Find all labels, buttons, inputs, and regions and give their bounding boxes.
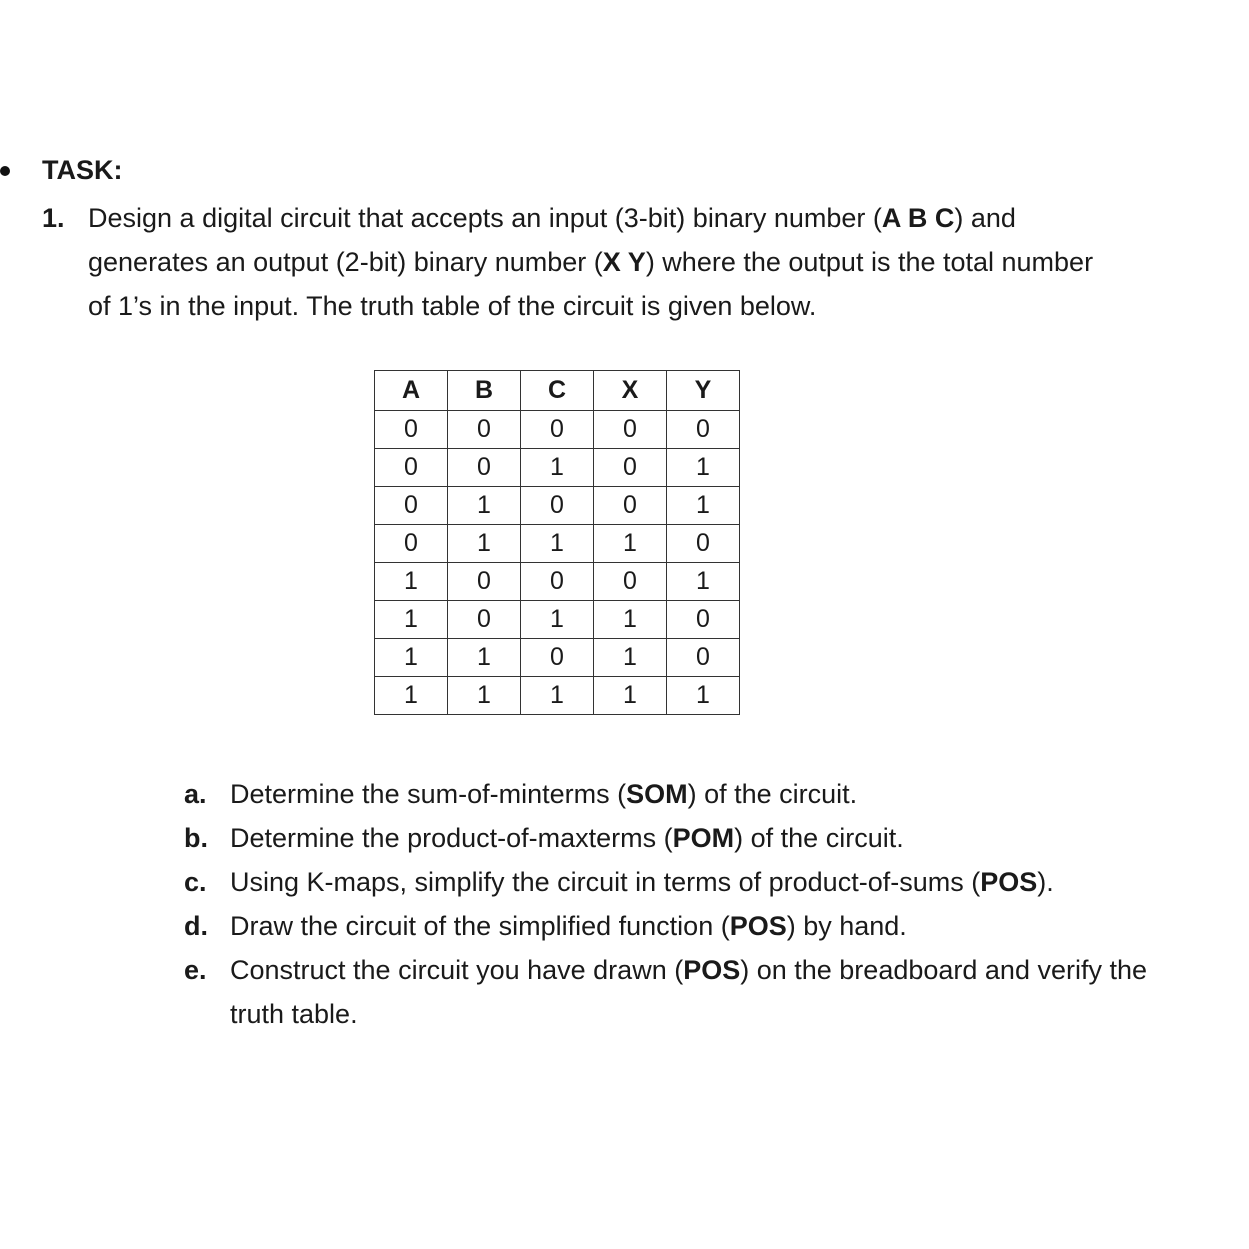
subquestion-a bbox=[184, 772, 1184, 816]
cell-b: 1 bbox=[448, 677, 521, 715]
subquestion-letter: e. bbox=[184, 955, 207, 985]
cell-y: 1 bbox=[667, 677, 740, 715]
header-c: C bbox=[521, 371, 594, 411]
question-text-segment: ) where the output is the total number of 1’s in the input. The truth table of the circuit is given below. bbox=[88, 247, 1094, 321]
subquestion-keyword: POS bbox=[980, 867, 1038, 897]
subquestion-keyword: POS bbox=[729, 911, 787, 941]
cell-b: 0 bbox=[448, 411, 521, 449]
subquestion-text: Draw the circuit of the simplified function ( bbox=[230, 911, 730, 941]
list-bullet bbox=[0, 166, 10, 176]
cell-y: 0 bbox=[667, 525, 740, 563]
question-text-segment: Design a digital circuit that accepts an input (3-bit) binary number ( bbox=[88, 203, 882, 233]
table-row bbox=[375, 677, 740, 715]
cell-b: 0 bbox=[448, 563, 521, 601]
cell-y: 0 bbox=[667, 639, 740, 677]
subquestion-e bbox=[184, 948, 1184, 1036]
cell-x: 1 bbox=[594, 639, 667, 677]
cell-b: 1 bbox=[448, 639, 521, 677]
subquestion-b bbox=[184, 816, 1184, 860]
task-heading: TASK: bbox=[42, 155, 123, 185]
subquestion-text: Using K-maps, simplify the circuit in terms of product-of-sums ( bbox=[230, 867, 981, 897]
header-a: A bbox=[375, 371, 448, 411]
cell-c: 1 bbox=[521, 601, 594, 639]
table-row bbox=[375, 601, 740, 639]
cell-b: 0 bbox=[448, 449, 521, 487]
cell-y: 1 bbox=[667, 563, 740, 601]
cell-c: 1 bbox=[521, 449, 594, 487]
cell-y: 1 bbox=[667, 487, 740, 525]
question-text-segment: ) and generates an output (2-bit) binary number ( bbox=[88, 203, 1016, 277]
table-row bbox=[375, 487, 740, 525]
subquestion-letter: b. bbox=[184, 823, 208, 853]
cell-c: 0 bbox=[521, 639, 594, 677]
question-text bbox=[88, 196, 1122, 328]
cell-c: 0 bbox=[521, 487, 594, 525]
cell-c: 1 bbox=[521, 677, 594, 715]
cell-x: 1 bbox=[594, 525, 667, 563]
cell-b: 0 bbox=[448, 601, 521, 639]
cell-c: 0 bbox=[521, 563, 594, 601]
cell-y: 0 bbox=[667, 411, 740, 449]
cell-x: 1 bbox=[594, 601, 667, 639]
cell-x: 0 bbox=[594, 449, 667, 487]
subquestion-text: Determine the product-of-maxterms ( bbox=[230, 823, 673, 853]
cell-x: 0 bbox=[594, 411, 667, 449]
subquestion-text: ) of the circuit. bbox=[687, 779, 858, 809]
subquestion-letter: c. bbox=[184, 867, 207, 897]
cell-y: 1 bbox=[667, 449, 740, 487]
cell-y: 0 bbox=[667, 601, 740, 639]
question-number: 1. bbox=[42, 203, 65, 233]
cell-c: 0 bbox=[521, 411, 594, 449]
subquestion-c bbox=[184, 860, 1184, 904]
cell-a: 1 bbox=[375, 563, 448, 601]
subquestion-text: ) of the circuit. bbox=[734, 823, 904, 853]
table-row bbox=[375, 525, 740, 563]
subquestion-text: ). bbox=[1037, 867, 1054, 897]
cell-x: 1 bbox=[594, 677, 667, 715]
header-b: B bbox=[448, 371, 521, 411]
table-row bbox=[375, 563, 740, 601]
input-variables: A B C bbox=[881, 203, 955, 233]
cell-x: 0 bbox=[594, 487, 667, 525]
subquestion-keyword: POS bbox=[683, 955, 741, 985]
subquestion-letter: d. bbox=[184, 911, 208, 941]
subquestion-d bbox=[184, 904, 1184, 948]
output-variables: X Y bbox=[602, 247, 646, 277]
header-x: X bbox=[594, 371, 667, 411]
cell-c: 1 bbox=[521, 525, 594, 563]
subquestion-text: Determine the sum-of-minterms ( bbox=[230, 779, 627, 809]
cell-b: 1 bbox=[448, 525, 521, 563]
subquestion-letter: a. bbox=[184, 779, 207, 809]
cell-a: 0 bbox=[375, 449, 448, 487]
cell-a: 1 bbox=[375, 639, 448, 677]
cell-x: 0 bbox=[594, 563, 667, 601]
truth-table bbox=[374, 370, 740, 715]
subquestion-keyword: SOM bbox=[626, 779, 688, 809]
cell-a: 1 bbox=[375, 677, 448, 715]
header-y: Y bbox=[667, 371, 740, 411]
cell-a: 1 bbox=[375, 601, 448, 639]
subquestion-keyword: POM bbox=[672, 823, 735, 853]
subquestion-text: ) by hand. bbox=[786, 911, 907, 941]
cell-a: 0 bbox=[375, 411, 448, 449]
subquestion-text: ) on the breadboard and verify the truth table. bbox=[230, 955, 1148, 1029]
cell-a: 0 bbox=[375, 525, 448, 563]
truth-table-body bbox=[375, 411, 740, 715]
cell-a: 0 bbox=[375, 487, 448, 525]
cell-b: 1 bbox=[448, 487, 521, 525]
subquestion-text: Construct the circuit you have drawn ( bbox=[230, 955, 684, 985]
truth-table-header-row bbox=[375, 371, 740, 411]
question-1 bbox=[42, 196, 1122, 328]
table-row bbox=[375, 639, 740, 677]
table-row bbox=[375, 411, 740, 449]
table-row bbox=[375, 449, 740, 487]
subquestion-list bbox=[184, 772, 1184, 1036]
